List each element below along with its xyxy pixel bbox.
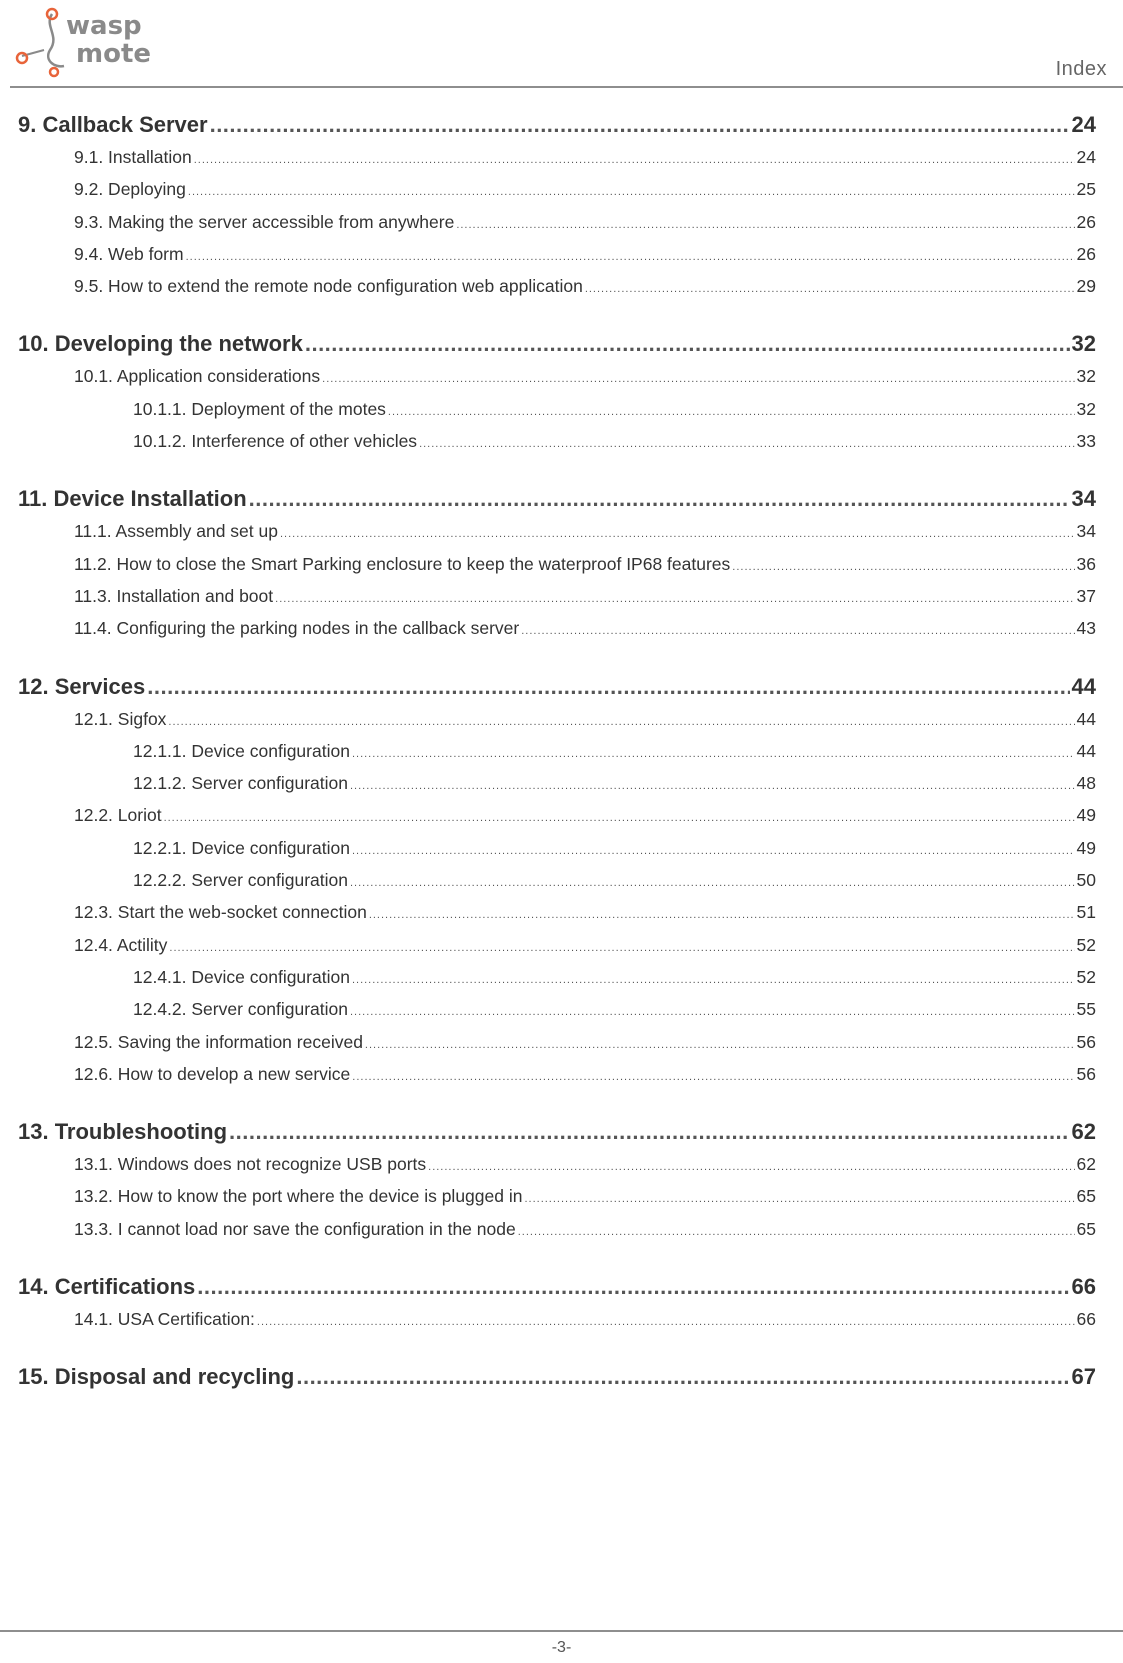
toc-leader-dots	[164, 812, 1075, 824]
toc-entry-title: 12.4.1. Device conﬁguration	[133, 966, 350, 987]
toc-entry-title: 12.1.2. Server conﬁguration	[133, 773, 348, 794]
toc-entry-title: 12.4. Actility	[74, 934, 168, 955]
toc-entry-title: 9.5. How to extend the remote node conﬁguration web application	[74, 276, 583, 297]
toc-entry-title: 14. Certiﬁcations	[18, 1274, 196, 1300]
toc-entry-title: 13.3. I cannot load nor save the conﬁguration in the node	[74, 1218, 516, 1239]
toc-leader-dots	[352, 845, 1075, 857]
toc-section[interactable]	[18, 179, 1096, 211]
toc-leader-dots	[280, 528, 1075, 540]
toc-entry-page: 36	[1076, 553, 1096, 574]
toc-entry-title: 13. Troubleshooting	[18, 1119, 228, 1145]
toc-leader-dots	[197, 1274, 1069, 1300]
waspmote-logo	[14, 6, 184, 78]
toc-entry-title: 11.1. Assembly and set up	[74, 521, 278, 542]
toc-entry-page: 32	[1076, 366, 1096, 387]
table-of-contents	[18, 112, 1096, 1399]
toc-leader-dots	[419, 438, 1074, 450]
toc-leader-dots	[275, 593, 1074, 605]
toc-entry-title: 11.4. Conﬁguring the parking nodes in the callback server	[74, 618, 520, 639]
toc-entry-page: 52	[1076, 966, 1096, 987]
toc-leader-dots	[518, 1226, 1075, 1238]
toc-entry-title: 12.4.2. Server conﬁguration	[133, 999, 348, 1020]
toc-entry-page: 51	[1076, 902, 1096, 923]
toc-chapter[interactable]	[18, 674, 1096, 709]
toc-section[interactable]	[18, 212, 1096, 244]
toc-entry-title: 10.1.1. Deployment of the motes	[133, 398, 386, 419]
toc-section[interactable]	[18, 1064, 1096, 1096]
toc-entry-page: 32	[1071, 331, 1096, 357]
page-number: -3-	[551, 1639, 572, 1656]
toc-leader-dots	[369, 909, 1075, 921]
svg-text:wasp: wasp	[66, 11, 142, 41]
toc-leader-dots	[350, 780, 1075, 792]
toc-section[interactable]	[18, 618, 1096, 650]
toc-entry-title: 11. Device Installation	[18, 486, 247, 512]
toc-leader-dots	[168, 716, 1074, 728]
toc-section[interactable]	[18, 935, 1096, 967]
toc-entry-page: 66	[1071, 1274, 1096, 1300]
toc-leader-dots	[249, 486, 1070, 512]
toc-section[interactable]	[18, 586, 1096, 618]
toc-section[interactable]	[18, 1309, 1096, 1341]
toc-entry-page: 48	[1076, 773, 1096, 794]
toc-entry-title: 9.3. Making the server accessible from anywhere	[74, 211, 455, 232]
toc-leader-dots	[428, 1161, 1074, 1173]
toc-leader-dots	[585, 283, 1075, 295]
toc-section[interactable]	[18, 709, 1096, 741]
toc-entry-page: 62	[1076, 1154, 1096, 1175]
toc-entry-page: 44	[1071, 673, 1096, 699]
toc-entry-page: 24	[1076, 147, 1096, 167]
toc-section[interactable]	[18, 366, 1096, 398]
toc-entry-page: 29	[1076, 276, 1096, 297]
page-header	[0, 0, 1123, 90]
toc-entry-page: 56	[1076, 1063, 1096, 1084]
toc-chapter[interactable]	[18, 1274, 1096, 1309]
toc-entry-page: 55	[1076, 999, 1096, 1020]
toc-entry-title: 12.2.1. Device conﬁguration	[133, 837, 350, 858]
toc-entry-page: 66	[1076, 1309, 1096, 1330]
toc-section[interactable]	[18, 147, 1096, 179]
toc-leader-dots	[210, 112, 1070, 138]
toc-entry-page: 56	[1076, 1031, 1096, 1052]
toc-section[interactable]	[18, 244, 1096, 276]
toc-section[interactable]	[18, 805, 1096, 837]
toc-subsection[interactable]	[18, 431, 1096, 463]
toc-entry-title: 13.1. Windows does not recognize USB ports	[74, 1154, 427, 1175]
toc-entry-title: 9. Callback Server	[18, 112, 208, 137]
toc-leader-dots	[194, 154, 1075, 166]
toc-section[interactable]	[18, 902, 1096, 934]
toc-chapter[interactable]	[18, 1364, 1096, 1399]
toc-entry-title: 12.2.2. Server conﬁguration	[133, 870, 348, 891]
toc-section[interactable]	[18, 276, 1096, 308]
toc-entry-title: 12.1. Sigfox	[74, 708, 167, 729]
toc-subsection[interactable]	[18, 773, 1096, 805]
toc-entry-page: 37	[1076, 585, 1096, 606]
toc-entry-page: 32	[1076, 398, 1096, 419]
toc-leader-dots	[524, 1193, 1074, 1205]
toc-leader-dots	[305, 331, 1070, 357]
toc-leader-dots	[388, 406, 1075, 418]
header-title: Index	[1055, 58, 1107, 80]
toc-entry-page: 44	[1076, 708, 1096, 729]
toc-leader-dots	[732, 561, 1074, 573]
toc-chapter[interactable]	[18, 486, 1096, 521]
toc-entry-title: 14.1. USA Certiﬁcation:	[74, 1309, 255, 1330]
toc-entry-title: 12.5. Saving the information received	[74, 1031, 363, 1052]
toc-leader-dots	[521, 625, 1074, 637]
toc-entry-title: 9.2. Deploying	[74, 179, 186, 200]
toc-leader-dots	[147, 674, 1069, 700]
toc-subsection[interactable]	[18, 741, 1096, 773]
toc-entry-page: 49	[1076, 805, 1096, 826]
toc-section[interactable]	[18, 1186, 1096, 1218]
header-divider	[10, 86, 1123, 88]
toc-entry-title: 9.4. Web form	[74, 243, 184, 264]
toc-entry-page: 44	[1076, 740, 1096, 761]
toc-section[interactable]	[18, 1154, 1096, 1186]
toc-subsection[interactable]	[18, 870, 1096, 902]
toc-leader-dots	[456, 219, 1074, 231]
toc-entry-title: 10.1. Application considerations	[74, 366, 321, 387]
toc-leader-dots	[322, 373, 1074, 385]
toc-leader-dots	[352, 1071, 1074, 1083]
toc-leader-dots	[352, 974, 1075, 986]
toc-entry-page: 52	[1076, 934, 1096, 955]
toc-entry-title: 10.1.2. Interference of other vehicles	[133, 431, 418, 452]
toc-leader-dots	[188, 186, 1075, 198]
footer-divider	[0, 1630, 1123, 1632]
toc-entry-page: 24	[1071, 112, 1096, 137]
toc-entry-title: 9.1. Installation	[74, 147, 192, 167]
toc-entry-page: 49	[1076, 837, 1096, 858]
toc-entry-title: 12.2. Loriot	[74, 805, 162, 826]
toc-entry-page: 50	[1076, 870, 1096, 891]
toc-entry-page: 43	[1076, 618, 1096, 639]
toc-section[interactable]	[18, 1219, 1096, 1251]
toc-subsection[interactable]	[18, 967, 1096, 999]
toc-entry-title: 12. Services	[18, 673, 146, 699]
toc-section[interactable]	[18, 1032, 1096, 1064]
toc-entry-page: 65	[1076, 1218, 1096, 1239]
toc-leader-dots	[229, 1119, 1070, 1145]
toc-entry-title: 13.2. How to know the port where the device is plugged in	[74, 1186, 523, 1207]
toc-section[interactable]	[18, 554, 1096, 586]
toc-subsection[interactable]	[18, 399, 1096, 431]
toc-entry-page: 34	[1076, 521, 1096, 542]
toc-chapter[interactable]	[18, 1119, 1096, 1154]
toc-entry-title: 12.1.1. Device conﬁguration	[133, 740, 350, 761]
toc-entry-title: 10. Developing the network	[18, 331, 303, 357]
toc-chapter[interactable]	[18, 331, 1096, 366]
toc-leader-dots	[365, 1039, 1075, 1051]
svg-text:mote: mote	[76, 39, 152, 69]
toc-entry-page: 25	[1076, 179, 1096, 200]
toc-chapter[interactable]	[18, 112, 1096, 147]
toc-leader-dots	[352, 748, 1075, 760]
toc-leader-dots	[350, 877, 1075, 889]
toc-entry-page: 65	[1076, 1186, 1096, 1207]
toc-entry-page: 33	[1076, 431, 1096, 452]
toc-subsection[interactable]	[18, 838, 1096, 870]
toc-entry-title: 11.2. How to close the Smart Parking enclosure to keep the waterproof IP68 features	[74, 553, 731, 574]
toc-section[interactable]	[18, 521, 1096, 553]
toc-entry-title: 15. Disposal and recycling	[18, 1364, 295, 1390]
toc-subsection[interactable]	[18, 999, 1096, 1031]
toc-entry-page: 67	[1071, 1364, 1096, 1390]
toc-entry-page: 62	[1071, 1119, 1096, 1145]
toc-entry-title: 12.6. How to develop a new service	[74, 1063, 351, 1084]
toc-entry-title: 11.3. Installation and boot	[74, 585, 274, 606]
toc-leader-dots	[169, 942, 1074, 954]
toc-entry-page: 26	[1076, 243, 1096, 264]
toc-entry-title: 12.3. Start the web-socket connection	[74, 902, 367, 923]
toc-leader-dots	[186, 251, 1075, 263]
toc-leader-dots	[257, 1316, 1075, 1328]
toc-entry-page: 26	[1076, 211, 1096, 232]
toc-entry-page: 34	[1071, 486, 1096, 512]
toc-leader-dots	[296, 1364, 1069, 1390]
toc-leader-dots	[350, 1006, 1075, 1018]
